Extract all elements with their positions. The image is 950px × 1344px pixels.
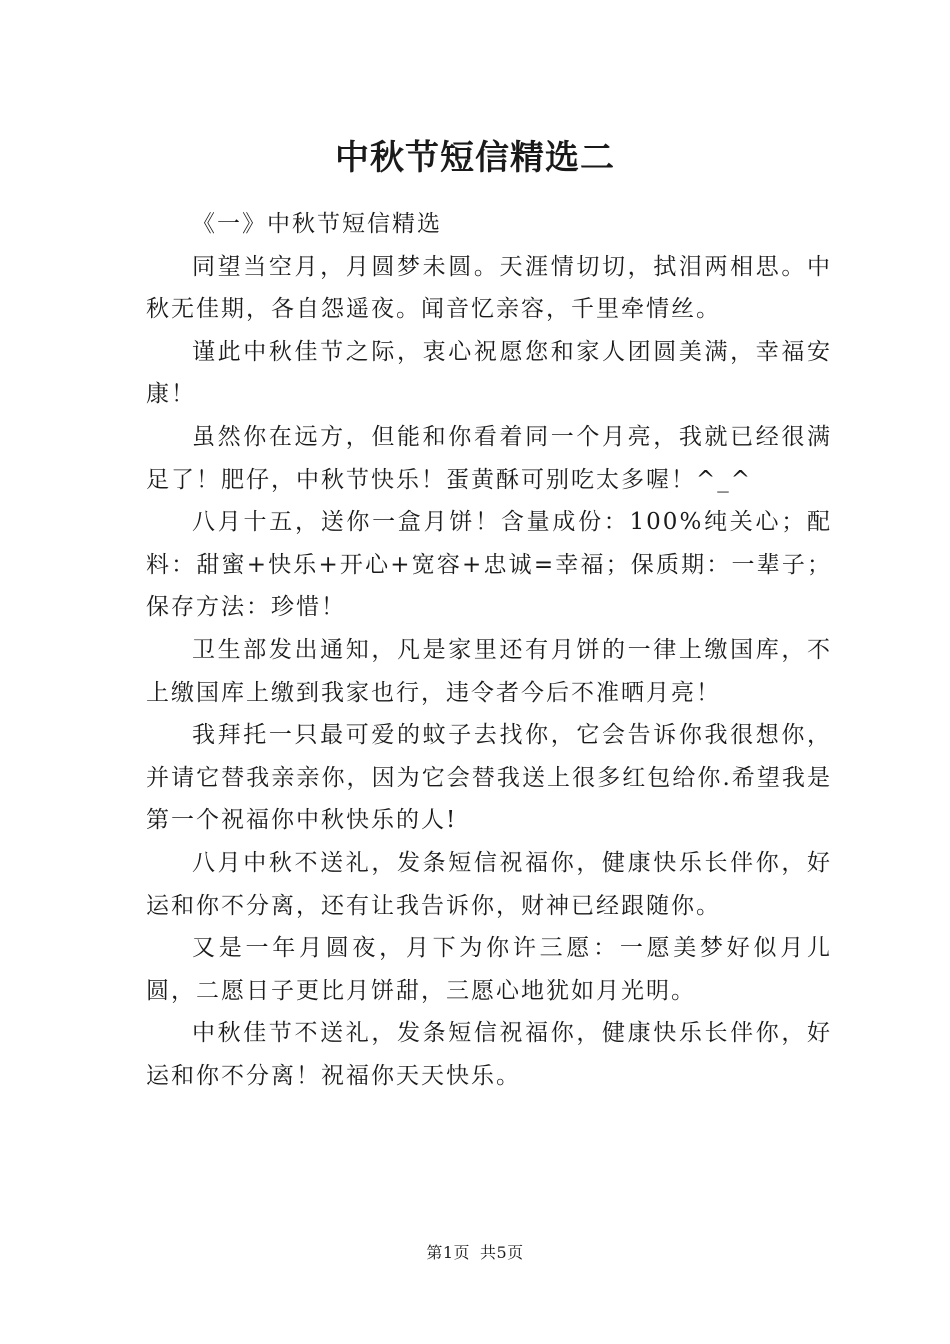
page-footer (0, 1241, 950, 1265)
paragraph: 谨此中秋佳节之际，衷心祝愿您和家人团圆美满，幸福安康！ (146, 338, 832, 408)
paragraph: 虽然你在远方，但能和你看着同一个月亮，我就已经很满足了！肥仔，中秋节快乐！蛋黄酥可别吃太多喔！^_^ (146, 423, 832, 493)
current-page-number: 第1页 (426, 1243, 470, 1262)
paragraph-section-heading: 《一》中秋节短信精选 (192, 211, 442, 237)
document-body (146, 203, 832, 1097)
paragraph: 八月中秋不送礼，发条短信祝福你，健康快乐长伴你，好运和你不分离，还有让我告诉你，财神已经跟随你。 (146, 849, 832, 919)
paragraph: 卫生部发出通知，凡是家里还有月饼的一律上缴国库，不上缴国库上缴到我家也行，违令者今后不准晒月亮！ (146, 636, 832, 706)
paragraph: 我拜托一只最可爱的蚊子去找你，它会告诉你我很想你，并请它替我亲亲你，因为它会替我送上很多红包给你.希望我是第一个祝福你中秋快乐的人! (146, 722, 832, 834)
document-title: 中秋节短信精选二 (335, 138, 615, 178)
paragraph: 中秋佳节不送礼，发条短信祝福你，健康快乐长伴你，好运和你不分离！祝福你天天快乐。 (146, 1020, 832, 1089)
total-pages: 共5页 (480, 1243, 524, 1262)
paragraph: 又是一年月圆夜，月下为你许三愿：一愿美梦好似月儿圆，二愿日子更比月饼甜，三愿心地犹如月光明。 (146, 935, 832, 1004)
paragraph: 同望当空月，月圆梦未圆。天涯情切切，拭泪两相思。中秋无佳期，各自怨遥夜。闻音忆亲容，千里牵情丝。 (146, 253, 832, 323)
paragraph: 八月十五，送你一盒月饼！含量成份：100%纯关心；配料：甜蜜+快乐+开心+宽容+忠诚=幸福；保质期：一辈子；保存方法：珍惜！ (146, 509, 832, 621)
